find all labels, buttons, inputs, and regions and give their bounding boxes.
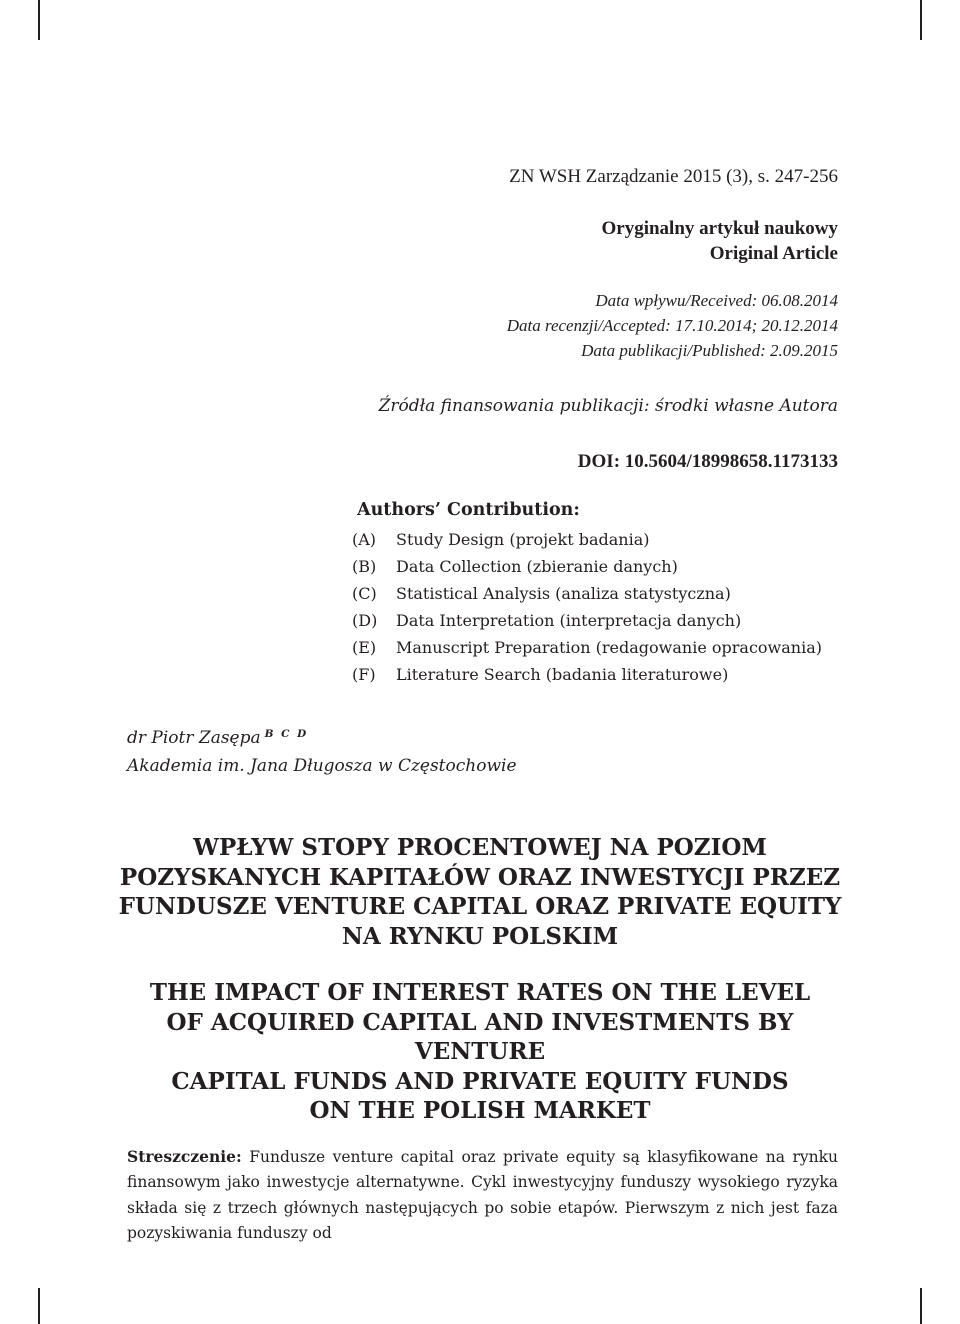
contribution-item xyxy=(352,661,822,688)
contribution-label: Data Collection (zbieranie danych) xyxy=(396,557,678,576)
contribution-code: (C) xyxy=(352,584,377,603)
date-accepted: Data recenzji/Accepted: 17.10.2014; 20.12.2014 xyxy=(506,316,838,335)
contribution-label: Statistical Analysis (analiza statystyczna) xyxy=(396,584,731,603)
abstract xyxy=(127,1144,838,1246)
contribution-label: Data Interpretation (interpretacja danych) xyxy=(396,611,742,630)
date-published: Data publikacji/Published: 2.09.2015 xyxy=(581,341,838,360)
contribution-label: Study Design (projekt badania) xyxy=(396,530,650,549)
abstract-text: Fundusze venture capital oraz private equity są klasyfikowane na rynku finansowym jako inwestycje alternatywne. Cykl inwestycyjny funduszy wysokiego ryzyka składa się z trzech głównych następujących po sobie etapów. Pierwszym z nich jest faza pozyskiwania funduszy od xyxy=(127,1148,838,1242)
title-english xyxy=(110,978,850,1126)
title-line: POZYSKANYCH KAPITAŁÓW ORAZ INWESTYCJI PRZEZ xyxy=(119,863,841,891)
date-received: Data wpływu/Received: 06.08.2014 xyxy=(595,291,838,310)
crop-mark-top-right xyxy=(920,0,922,40)
contribution-item xyxy=(352,634,822,661)
contributions-title: Authors’ Contribution: xyxy=(357,500,580,520)
contribution-code: (B) xyxy=(352,557,377,576)
contribution-item xyxy=(352,580,822,607)
title-polish xyxy=(110,833,850,951)
author xyxy=(127,728,308,748)
crop-mark-top-left xyxy=(38,0,40,40)
contribution-code: (D) xyxy=(352,611,378,630)
contribution-item xyxy=(352,553,822,580)
title-line: CAPITAL FUNDS AND PRIVATE EQUITY FUNDS xyxy=(171,1067,789,1095)
crop-mark-bottom-left xyxy=(38,1288,40,1324)
title-line: NA RYNKU POLSKIM xyxy=(341,922,619,950)
contribution-code: (A) xyxy=(352,530,377,549)
doi: DOI: 10.5604/18998658.1173133 xyxy=(577,451,838,472)
journal-citation: ZN WSH Zarządzanie 2015 (3), s. 247-256 xyxy=(509,166,838,187)
contribution-label: Literature Search (badania literaturowe) xyxy=(396,665,729,684)
author-name: dr Piotr Zasępa xyxy=(127,728,261,748)
author-affiliation: Akademia im. Jana Długosza w Częstochowie xyxy=(127,756,517,776)
article-type-en: Original Article xyxy=(709,243,838,264)
crop-mark-bottom-right xyxy=(920,1288,922,1324)
article-type-pl: Oryginalny artykuł naukowy xyxy=(601,218,838,239)
title-line: THE IMPACT OF INTEREST RATES ON THE LEVEL xyxy=(149,979,811,1006)
title-line: ON THE POLISH MARKET xyxy=(309,1097,651,1124)
contribution-item xyxy=(352,607,822,634)
title-line: FUNDUSZE VENTURE CAPITAL ORAZ PRIVATE EQUITY xyxy=(118,893,842,920)
abstract-label: Streszczenie: xyxy=(127,1147,242,1166)
contribution-label: Manuscript Preparation (redagowanie opracowania) xyxy=(396,638,822,657)
author-roles: B C D xyxy=(264,728,309,740)
title-line: WPŁYW STOPY PROCENTOWEJ NA POZIOM xyxy=(193,834,767,861)
contributions-list xyxy=(352,526,822,688)
contribution-item xyxy=(352,526,822,553)
contribution-code: (E) xyxy=(352,638,377,657)
contribution-code: (F) xyxy=(352,665,376,684)
title-line: OF ACQUIRED CAPITAL AND INVESTMENTS BY VENTURE xyxy=(166,1008,794,1065)
funding-source: Źródła finansowania publikacji: środki własne Autora xyxy=(378,396,838,416)
